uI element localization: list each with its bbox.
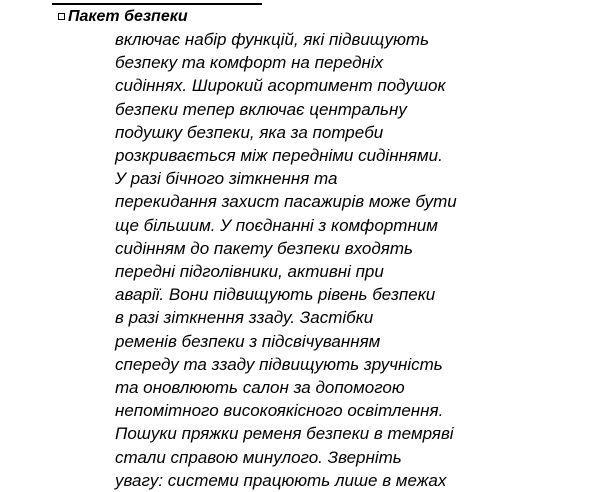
text-line: непомітного високоякісного освітлення. [115, 401, 444, 421]
text-line: сидіннях. Широкий асортимент подушок [115, 76, 446, 96]
text-line: та оновлюють салон за допомогою [115, 378, 405, 398]
body-paragraph [115, 28, 475, 492]
text-line: перекидання захист пасажирів може бути [115, 192, 457, 212]
text-line: безпеки тепер включає центральну [115, 99, 407, 119]
section-heading [58, 7, 188, 27]
text-line: Пошуки пряжки ременя безпеки в темряві [115, 424, 454, 444]
text-line: безпеку та комфорт на передніх [115, 53, 384, 73]
text-line: сидінням до пакету безпеки входять [115, 238, 413, 258]
text-line: аварії. Вони підвищують рівень безпеки [115, 285, 436, 305]
cut-off-header [52, 0, 262, 5]
text-line: спереду та ззаду підвищують зручність [115, 354, 443, 374]
text-line: включає набір функцій, які підвищують [115, 30, 430, 49]
text-line: ременів безпеки з підсвічуванням [115, 331, 381, 351]
text-line: стали справою минулого. Зверніть [115, 447, 402, 467]
text-line: ще більшим. У поєднанні з комфортним [115, 215, 438, 235]
text-line: У разі бічного зіткнення та [115, 169, 338, 189]
text-line: передні підголівники, активні при [115, 262, 384, 282]
square-bullet-icon [58, 13, 65, 20]
text-line: в разі зіткнення ззаду. Застібки [115, 308, 374, 328]
heading-text: Пакет безпеки [68, 8, 188, 25]
text-line: увагу: системи працюють лише в межах [115, 470, 447, 490]
text-line: розкривається між передніми сидіннями. [115, 146, 443, 166]
text-line: подушку безпеки, яка за потреби [115, 122, 384, 142]
